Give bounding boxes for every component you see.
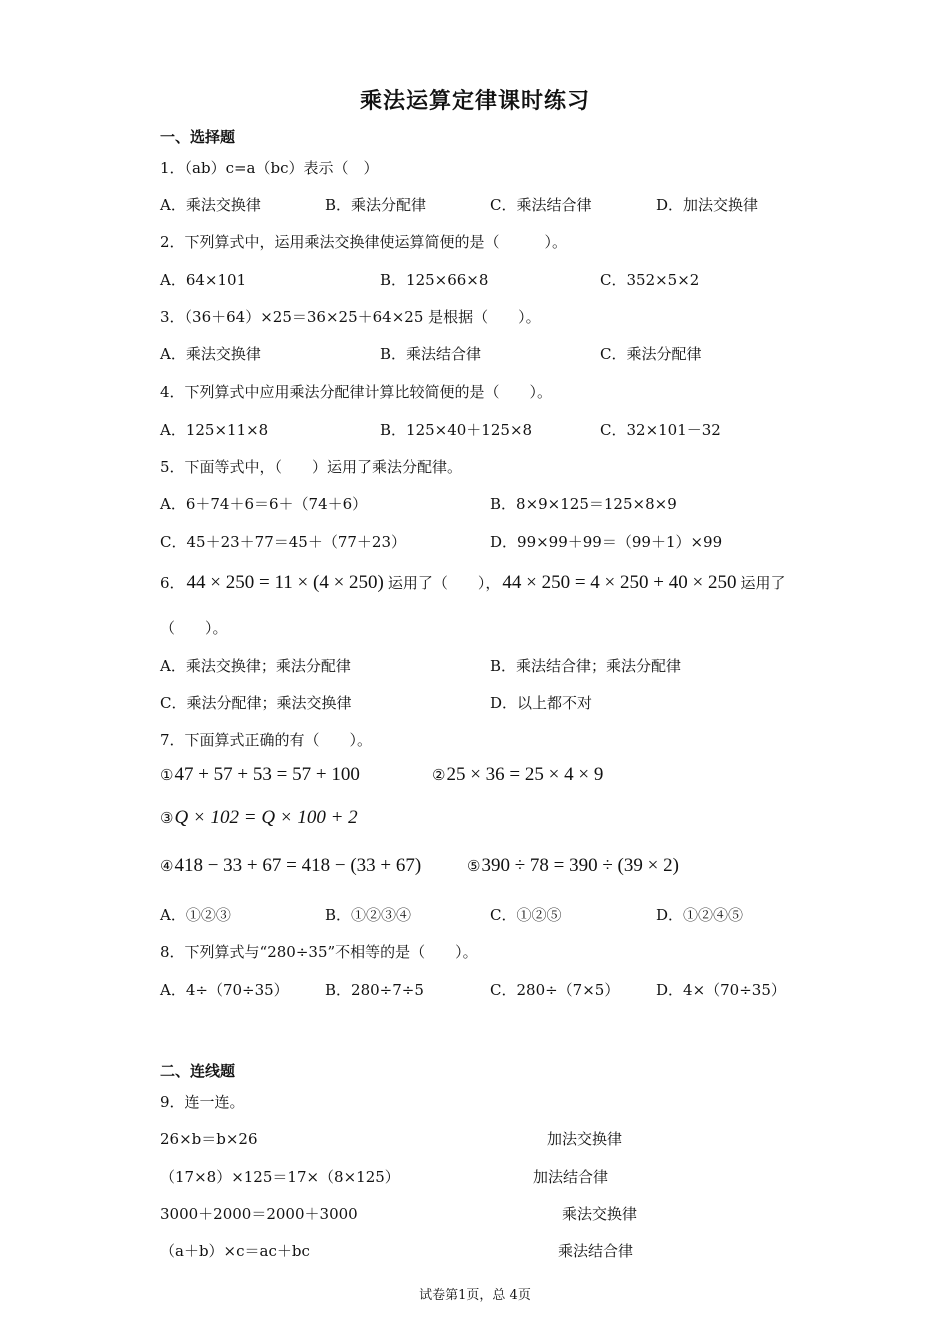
option-2b: B．125×66×8	[380, 271, 489, 289]
match-right-1: 加法交换律	[547, 1130, 623, 1148]
q7-item-4-mark: ④	[160, 857, 174, 875]
option-6a: A．乘法交换律；乘法分配律	[160, 657, 351, 675]
option-2a: A．64×101	[160, 271, 247, 289]
option-8b: B．280÷7÷5	[325, 981, 424, 999]
option-4a: A．125×11×8	[160, 421, 269, 439]
option-6d: D．以上都不对	[490, 694, 593, 712]
option-6b: B．乘法结合律；乘法分配律	[490, 657, 682, 675]
option-6c: C．乘法分配律；乘法交换律	[160, 694, 352, 712]
option-3b: B．乘法结合律	[380, 345, 482, 363]
q7-item-1-mark: ①	[160, 766, 174, 784]
option-5b: B．8×9×125＝125×8×9	[490, 495, 677, 513]
q7-item-1-expression: 47 + 57 + 53 = 57 + 100	[174, 764, 360, 785]
q7-item-3	[160, 807, 358, 829]
q7-item-1	[160, 764, 360, 786]
option-8a: A．4÷（70÷35）	[160, 981, 289, 999]
q7-item-2-mark: ②	[432, 766, 446, 784]
option-1b: B．乘法分配律	[325, 196, 427, 214]
question-6-tail-text: 运用了	[740, 574, 786, 592]
option-5a: A．6＋74＋6＝6＋（74＋6）	[160, 495, 368, 513]
option-4b: B．125×40＋125×8	[380, 421, 533, 439]
match-left-4: （a＋b）×c＝ac＋bc	[160, 1242, 310, 1260]
option-1d: D．加法交换律	[656, 196, 759, 214]
option-4c: C．32×101－32	[600, 421, 721, 439]
option-7c: C．①②⑤	[490, 906, 562, 924]
option-1a: A．乘法交换律	[160, 196, 261, 214]
q7-item-5-mark: ⑤	[467, 857, 481, 875]
question-9: 9．连一连。	[160, 1093, 245, 1111]
page-title: 乘法运算定律课时练习	[359, 89, 590, 114]
question-4: 4．下列算式中应用乘法分配律计算比较简便的是（ ）。	[160, 383, 553, 401]
q7-item-4	[160, 855, 421, 877]
option-5c: C．45＋23＋77＝45＋（77＋23）	[160, 533, 406, 551]
question-6-continuation: （ ）。	[160, 619, 228, 637]
question-5: 5．下面等式中，（ ）运用了乘法分配律。	[160, 458, 463, 476]
question-3: 3．（36＋64）×25＝36×25＋64×25 是根据（ ）。	[160, 308, 541, 326]
option-7b: B．①②③④	[325, 906, 412, 924]
q7-item-5	[467, 855, 679, 877]
q7-item-4-expression: 418 − 33 + 67 = 418 − (33 + 67)	[174, 855, 422, 876]
q7-item-2	[432, 764, 603, 786]
q7-item-3-expression: Q × 102 = Q × 100 + 2	[174, 807, 358, 828]
page-footer: 试卷第1页，总 4页	[419, 1288, 531, 1303]
question-8: 8．下列算式与“280÷35”不相等的是（ ）。	[160, 943, 478, 961]
match-right-3: 乘法交换律	[562, 1205, 638, 1223]
match-left-3: 3000＋2000＝2000＋3000	[160, 1205, 358, 1223]
match-left-2: （17×8）×125＝17×（8×125）	[160, 1168, 400, 1186]
question-1: 1．（ab）c=a（bc）表示（ ）	[160, 159, 379, 177]
option-3a: A．乘法交换律	[160, 345, 261, 363]
question-6-expression-2: 44 × 250 = 4 × 250 + 40 × 250	[502, 572, 737, 593]
match-right-2: 加法结合律	[533, 1168, 609, 1186]
question-6-expression-1: 44 × 250 = 11 × (4 × 250)	[186, 572, 384, 593]
q7-item-5-expression: 390 ÷ 78 = 390 ÷ (39 × 2)	[481, 855, 679, 876]
option-1c: C．乘法结合律	[490, 196, 592, 214]
option-8d: D．4×（70÷35）	[656, 981, 786, 999]
option-8c: C．280÷（7×5）	[490, 981, 620, 999]
question-2: 2．下列算式中，运用乘法交换律使运算简便的是（ ）。	[160, 233, 568, 251]
option-3c: C．乘法分配律	[600, 345, 702, 363]
match-left-1: 26×b＝b×26	[160, 1130, 258, 1148]
section-heading-matching: 二、连线题	[160, 1062, 236, 1080]
option-5d: D．99×99＋99＝（99＋1）×99	[490, 533, 723, 551]
question-6-mid-text: 运用了（ ），	[387, 574, 501, 592]
option-7a: A．①②③	[160, 906, 231, 924]
question-7: 7．下面算式正确的有（ ）。	[160, 731, 373, 749]
question-6	[160, 572, 785, 594]
match-right-4: 乘法结合律	[558, 1242, 634, 1260]
option-2c: C．352×5×2	[600, 271, 700, 289]
section-heading-choice: 一、选择题	[160, 128, 236, 146]
option-7d: D．①②④⑤	[656, 906, 744, 924]
question-6-number: 6．	[160, 574, 185, 592]
q7-item-3-mark: ③	[160, 809, 174, 827]
q7-item-2-expression: 25 × 36 = 25 × 4 × 9	[446, 764, 604, 785]
